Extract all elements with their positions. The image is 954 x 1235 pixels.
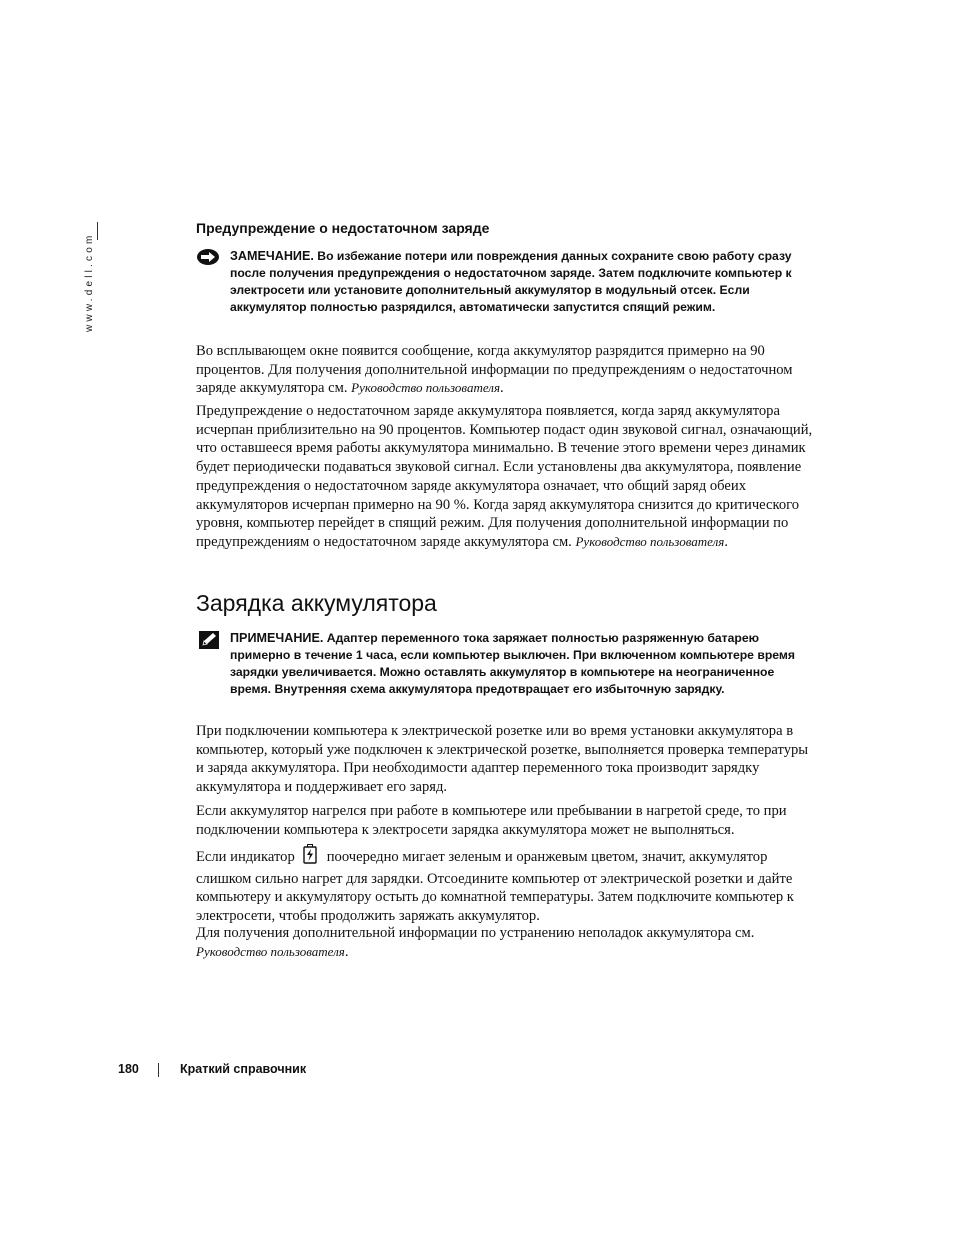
notice-block	[230, 248, 814, 316]
note-block	[230, 630, 814, 698]
reference-title: Руководство пользователя	[196, 943, 345, 959]
sidebar-rule	[97, 222, 98, 240]
footer-divider	[158, 1063, 159, 1077]
reference-title: Руководство пользователя	[351, 380, 500, 396]
page-number: 180	[118, 1062, 139, 1076]
sidebar-url: www.dell.com	[84, 232, 95, 332]
reference-title: Руководство пользователя	[575, 533, 725, 549]
paragraph-text: Предупреждение о недостаточном заряде аккумулятора появляется, когда заряд аккумулятора исчерпан приблизительно на 90 процентов. Компьютер подаст один звуковой сигнал, означающий, что оставшееся время работы аккумулятора минимально. В течение этого времени через динамик будет периодически подаваться звуковой сигнал. Если установлены два аккумулятора, появление предупреждения о недостаточном заряде аккумулятора означает, что общий заряд обеих аккумуляторов исчерпан примерно на 90 %. Когда заряд аккумулятора снизится до критического уровня, компьютер перейдет в спящий режим. Для получения дополнительной информации по предупреждениям о недостаточном заряде аккумулятора см.	[196, 403, 813, 550]
notice-label: ЗАМЕЧАНИЕ.	[230, 249, 314, 263]
note-label: ПРИМЕЧАНИЕ.	[230, 631, 324, 645]
pencil-note-icon	[198, 630, 220, 655]
note-text: Адаптер переменного тока заряжает полностью разряженную батарею примерно в течение 1 часа, если компьютер выключен. При включенном компьютере время зарядки увеличивается. Можно оставлять аккумулятор в компьютере на неограниченное время. Внутренняя схема аккумулятора предотвращает его избыточную зарядку.	[230, 631, 796, 696]
paragraph: Предупреждение о недостаточном заряде аккумулятора появляется, когда заряд аккумулятора исчерпан приблизительно на 90 процентов. Компьютер подаст один звуковой сигнал, означающий, что оставшееся время работы аккумулятора минимально. В течение этого времени через динамик будет периодически подаваться звуковой сигнал. Если установлены два аккумулятора, появление предупреждения о недостаточном заряде аккумулятора означает, что общий заряд обеих аккумуляторов исчерпан примерно на 90 %. Когда заряд аккумулятора снизится до критического уровня, компьютер перейдет в спящий режим. Для получения дополнительной информации по предупреждениям о недостаточном заряде аккумулятора см. Руководство пользователя.	[196, 403, 813, 550]
paragraph: Если аккумулятор нагрелся при работе в компьютере или пребывании в нагретой среде, то при подключении компьютера к электросети зарядка аккумулятора может не выполняться.	[196, 803, 787, 838]
paragraph-text: Во всплывающем окне появится сообщение, когда аккумулятор разрядится примерно на 90 процентов. Для получения дополнительной информации по предупреждениям о недостаточном заряде аккумулятора см.	[196, 343, 793, 397]
paragraph	[196, 844, 816, 926]
battery-charge-icon	[303, 844, 317, 870]
paragraph: При подключении компьютера к электрической розетке или во время установки аккумулятора в компьютер, который уже подключен к электрической розетке, выполняется проверка температуры и заряда аккумулятора. При необходимости адаптер переменного тока производит зарядку аккумулятора и поддерживает его заряд.	[196, 723, 809, 796]
paragraph: Для получения дополнительной информации по устранению неполадок аккумулятора см. Руководство пользователя.	[196, 925, 755, 960]
paragraph-text: поочередно мигает зеленым и оранжевым цветом, значит, аккумулятор слишком сильно нагрет для зарядки. Отсоедините компьютер от электрической розетки и дайте компьютеру и аккумулятору остыть до комнатной температуры. Затем подключите компьютер к электросети, чтобы продолжить заряжать аккумулятор.	[196, 849, 794, 925]
section-heading-low-battery: Предупреждение о недостаточном заряде	[196, 220, 490, 236]
paragraph-text: Если индикатор	[196, 849, 295, 865]
notice-text: Во избежание потери или повреждения данных сохраните свою работу сразу после получения предупреждения о недостаточном заряде. Затем подключите компьютер к электросети или установите дополнительный аккумулятор в модульный отсек. Если аккумулятор полностью разрядился, автоматически запустится спящий режим.	[230, 249, 792, 314]
footer-title: Краткий справочник	[180, 1062, 307, 1076]
notice-arrow-icon	[196, 248, 220, 271]
paragraph-text: Для получения дополнительной информации по устранению неполадок аккумулятора см.	[196, 925, 755, 941]
section-heading-charging: Зарядка аккумулятора	[196, 590, 437, 616]
paragraph: Во всплывающем окне появится сообщение, когда аккумулятор разрядится примерно на 90 процентов. Для получения дополнительной информации по предупреждениям о недостаточном заряде аккумулятора см. Руководство пользователя.	[196, 343, 793, 397]
